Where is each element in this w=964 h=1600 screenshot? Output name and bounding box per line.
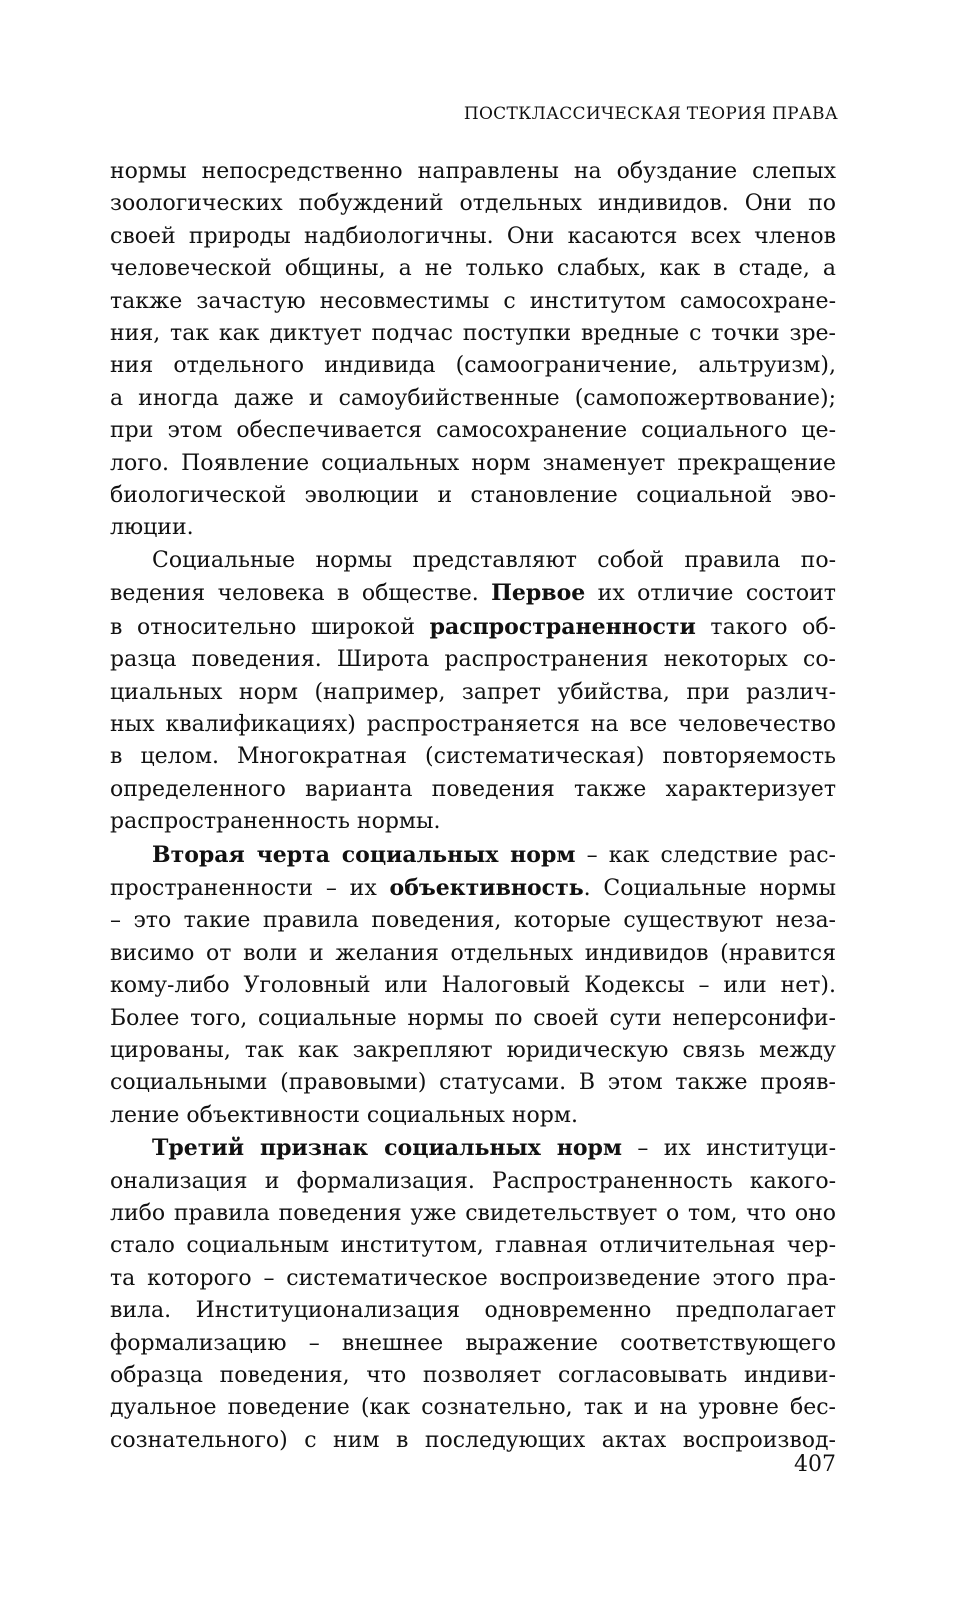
text-line: кому-либо Уголовный или Налоговый Кодексы – или нет). (110, 973, 836, 999)
text-line: – это такие правила поведения, которые существуют неза- (110, 908, 836, 934)
text-line (110, 1132, 836, 1165)
text-line: стало социальным институтом, главная отличительная чер- (110, 1233, 836, 1259)
text-line: при этом обеспечивается самосохранение социального це- (110, 418, 836, 444)
paragraph-2 (110, 545, 836, 839)
text-line: онализация и формализация. Распространенность какого- (110, 1168, 836, 1194)
text-run: такого об- (695, 614, 836, 640)
text-run: ведения человека в обществе. (110, 581, 492, 607)
text-line: циальных норм (например, запрет убийства, при различ- (110, 679, 836, 705)
text-line: нормы непосредственно направлены на обуздание слепых (110, 159, 836, 184)
text-line: в целом. Многократная (систематическая) повторяемость (110, 744, 836, 770)
text-line: та которого – систематическое воспроизведение этого пра- (110, 1265, 836, 1291)
text-line: образца поведения, что позволяет согласовывать индиви- (110, 1363, 836, 1389)
text-line: висимо от воли и желания отдельных индивидов (нравится (110, 940, 836, 966)
body-text (110, 156, 836, 1457)
emphasis-term: распространенности (429, 613, 696, 640)
text-line: цированы, так как закрепляют юридическую связь между (110, 1037, 836, 1063)
text-line (110, 577, 836, 610)
text-line: сознательного) с ним в последующих актах воспроизвод- (110, 1427, 836, 1453)
paragraph-1 (110, 156, 836, 545)
text-line: разца поведения. Широта распространения некоторых со- (110, 647, 836, 673)
text-line: также зачастую несовместимы с институтом самосохране- (110, 288, 836, 314)
emphasis-term: объективность (389, 874, 584, 901)
emphasis-term: Третий признак социальных норм (152, 1135, 623, 1162)
text-run: . Социальные нормы (583, 875, 836, 901)
text-run: – как следствие рас- (575, 842, 836, 868)
page-number: 407 (794, 1452, 836, 1477)
text-line: ния, так как диктует подчас поступки вредные с точки зре- (110, 321, 836, 347)
text-line: своей природы надбиологичны. Они касаются всех членов (110, 223, 836, 249)
text-line: вила. Институционализация одновременно предполагает (110, 1298, 836, 1324)
text-line: зоологических побуждений отдельных индивидов. Они по (110, 191, 836, 217)
text-line: социальными (правовыми) статусами. В этом также прояв- (110, 1070, 836, 1096)
text-line: человеческой общины, а не только слабых, как в стаде, а (110, 256, 836, 282)
text-run: в относительно широкой (110, 614, 430, 640)
text-line: формализацию – внешнее выражение соответствующего (110, 1330, 836, 1356)
text-line (110, 839, 836, 872)
text-line: дуальное поведение (как сознательно, так и на уровне бес- (110, 1395, 836, 1421)
text-line: ных квалификациях) распространяется на все человечество (110, 711, 836, 737)
emphasis-term: Вторая черта социальных норм (152, 841, 576, 868)
emphasis-term: Первое (491, 580, 586, 607)
text-line: определенного варианта поведения также характеризует (110, 776, 836, 802)
running-head: ПОСТКЛАССИЧЕСКАЯ ТЕОРИЯ ПРАВА (463, 104, 838, 124)
paragraph-3 (110, 839, 836, 1133)
text-line: лого. Появление социальных норм знаменует прекращение (110, 450, 836, 476)
text-line (110, 872, 836, 905)
text-line (110, 611, 836, 644)
text-run: – их институци- (622, 1136, 837, 1162)
text-run: пространенности – их (110, 875, 390, 901)
text-line: Социальные нормы представляют собой правила по- (152, 547, 836, 573)
text-line: люции. (110, 515, 194, 541)
paragraph-4 (110, 1132, 836, 1457)
text-line: либо правила поведения уже свидетельствует о том, что оно (110, 1201, 836, 1226)
text-line: распространенность нормы. (110, 809, 441, 835)
text-line: ния отдельного индивида (самоограничение, альтруизм), (110, 353, 836, 379)
text-line: ление объективности социальных норм. (110, 1102, 578, 1128)
text-line: биологической эволюции и становление социальной эво- (110, 483, 836, 509)
text-run: их отличие состоит (585, 581, 836, 607)
text-line: Более того, социальные нормы по своей сути неперсонифи- (110, 1005, 836, 1031)
text-line: а иногда даже и самоубийственные (самопожертвование); (110, 385, 836, 411)
